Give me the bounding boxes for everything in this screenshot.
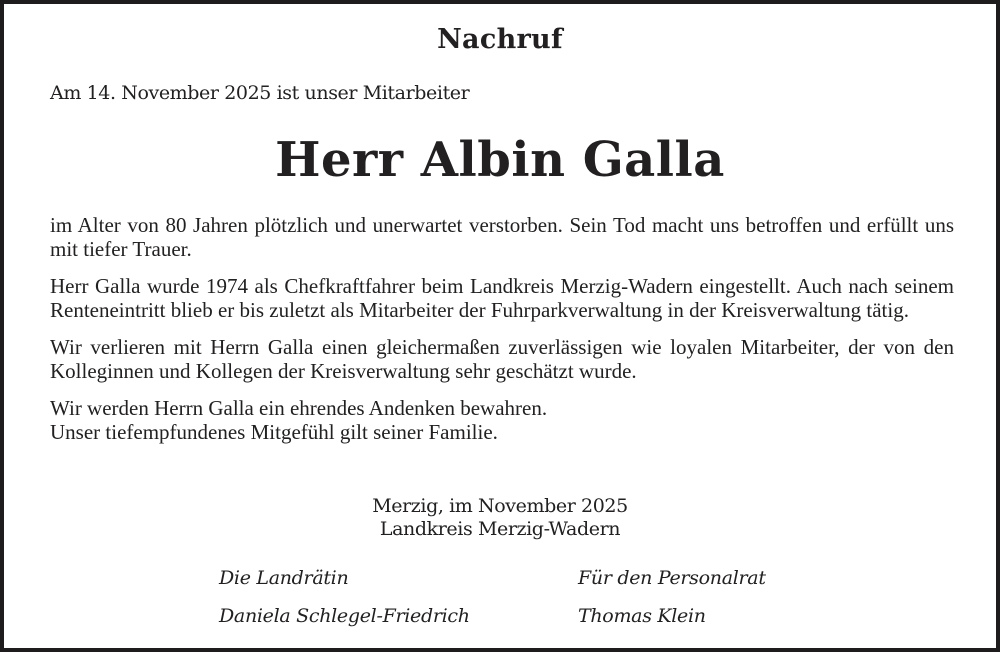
notice-title: Nachruf bbox=[437, 24, 563, 55]
notice-body bbox=[50, 214, 954, 444]
intro-line: Am 14. November 2025 ist unser Mitarbeiter bbox=[50, 82, 470, 104]
deceased-name: Herr Albin Galla bbox=[275, 132, 725, 188]
organization: Landkreis Merzig-Wadern bbox=[379, 518, 621, 540]
obituary-notice bbox=[4, 4, 996, 648]
signatory-name-left: Daniela Schlegel-Friedrich bbox=[219, 605, 470, 627]
signatory-name-right: Thomas Klein bbox=[578, 605, 706, 627]
place-date: Merzig, im November 2025 bbox=[372, 495, 628, 517]
paragraph-age: im Alter von 80 Jahren plötzlich und unerwartet verstorben. Sein Tod macht uns betroffen und erfüllt uns mit tiefer Trauer. bbox=[50, 213, 954, 261]
closing-line-2: Unser tiefempfundenes Mitgefühl gilt seiner Familie. bbox=[50, 419, 498, 444]
signatory-role-right: Für den Personalrat bbox=[578, 567, 766, 589]
paragraph-career: Herr Galla wurde 1974 als Chefkraftfahrer beim Landkreis Merzig-Wadern eingestellt. Auch nach seinem Renteneintritt blieb er bis zuletzt als Mitarbeiter der Fuhrparkverwaltung in der Kreisverwaltung tätig. bbox=[50, 274, 954, 322]
paragraph-tribute: Wir verlieren mit Herrn Galla einen gleichermaßen zuverlässigen wie loyalen Mitarbeiter, der von den Kolleginnen und Kollegen der Kreisverwaltung sehr geschätzt wurde. bbox=[50, 335, 954, 383]
place-and-organization bbox=[4, 495, 996, 541]
closing-line-1: Wir werden Herrn Galla ein ehrendes Andenken bewahren. bbox=[50, 396, 548, 420]
paragraph-closing bbox=[50, 397, 954, 444]
signatory-role-left: Die Landrätin bbox=[219, 567, 349, 589]
